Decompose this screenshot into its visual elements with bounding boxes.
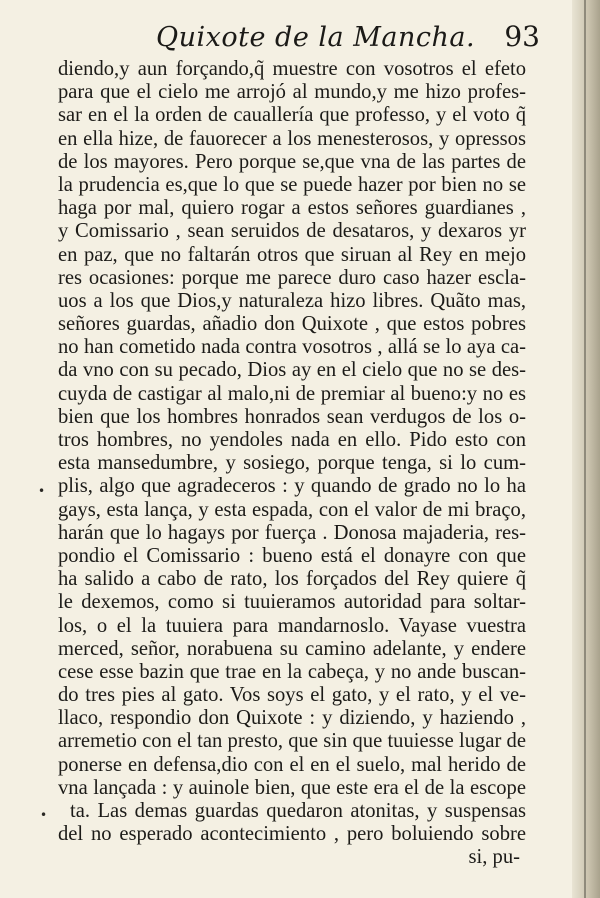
text-line: cuyda de castigar al malo,ni de premiar al bueno:y no es xyxy=(58,382,526,405)
page-header xyxy=(60,20,540,60)
binding-shadow-line xyxy=(584,0,586,898)
text-line: en paz, que no faltarán otros que siruan al Rey en mejo xyxy=(58,243,526,266)
page-number: 93 xyxy=(504,20,540,53)
text-line: do tres pies al gato. Vos soys el gato, y el rato, y el ve- xyxy=(58,684,526,707)
margin-mark: • xyxy=(38,484,46,498)
text-line: esta mansedumbre, y sosiego, porque tenga, si lo cum- xyxy=(58,452,526,475)
text-line: del no esperado acontecimiento , pero boluiendo sobre xyxy=(58,823,526,846)
text-line: tros hombres, no yendoles nada en ello. Pido esto con xyxy=(58,429,526,451)
text-line: res ocasiones: porque me parece duro caso hazer escla- xyxy=(58,266,526,289)
text-line: merced, señor, norabuena su camino adelante, y endere xyxy=(58,637,526,660)
text-line: uos a los que Dios,y naturaleza hizo libres. Quãto mas, xyxy=(58,289,526,312)
text-line: y Comissario , sean seruidos de desataros, y dexaros yr xyxy=(58,220,526,243)
text-line: sar en el la orden de cauallería que professo, y el voto q̃ xyxy=(58,104,526,127)
text-line: ha salido a cabo de rato, los forçados del Rey quiere q̃ xyxy=(58,568,526,591)
text-line: ta. Las demas guardas quedaron atonitas, y suspensas xyxy=(70,800,526,822)
text-line: los, o el la tuuiera para mandarnoslo. Vayase vuestra xyxy=(58,614,526,637)
text-line: cese esse bazin que trae en la cabeça, y no ande buscan- xyxy=(58,660,526,683)
text-line: le dexemos, como si tuuieramos autoridad para soltar- xyxy=(58,591,526,614)
text-line: haga por mal, quiero rogar a estos señores guardianes , xyxy=(58,197,526,220)
text-line: la prudencia es,que lo que se puede hazer por bien no se xyxy=(58,173,526,196)
text-line: vna lançada : y auinole bien, que este era el de la escope xyxy=(58,776,526,799)
text-line: en ella hize, de fauorecer a los menesterosos, y opressos xyxy=(58,127,526,150)
text-line: plis, algo que agradeceros : y quando de grado no lo ha xyxy=(58,475,526,498)
text-line: ponerse en defensa,dio con el en el suelo, mal herido de xyxy=(58,753,526,776)
text-line: llaco, respondio don Quixote : y diziendo, y haziendo , xyxy=(58,707,526,730)
text-line: para que el cielo me arrojó al mundo,y me hizo profes- xyxy=(58,81,526,104)
text-line: arremetio con el tan presto, que sin que tuuiesse lugar de xyxy=(58,730,526,753)
text-line: da vno con su pecado, Dios ay en el cielo que no se des- xyxy=(58,359,526,382)
catchword-line: si, pu- xyxy=(468,846,520,869)
text-line: gays, esta lança, y esta espada, con el valor de mi braço, xyxy=(58,498,526,521)
text-line: señores guardas, añadio don Quixote , que estos pobres xyxy=(58,313,526,336)
text-line: pondio el Comissario : bueno está el donayre con que xyxy=(58,544,526,567)
text-line: no han cometido nada contra vosotros , allá se lo aya ca- xyxy=(58,336,526,359)
page-gutter-edge xyxy=(572,0,600,898)
body-text xyxy=(58,58,526,870)
text-line: de los mayores. Pero porque se,que vna de las partes de xyxy=(58,150,526,173)
running-title: Quixote de la Mancha. xyxy=(156,22,476,53)
margin-mark: • xyxy=(40,808,48,822)
text-line: harán que lo hagays por fuerça . Donosa majaderia, res- xyxy=(58,521,526,544)
text-line: bien que los hombres honrados sean verdugos de los o- xyxy=(58,405,526,428)
text-line: diendo,y aun forçando,q̃ muestre con vosotros el efeto xyxy=(58,58,526,80)
